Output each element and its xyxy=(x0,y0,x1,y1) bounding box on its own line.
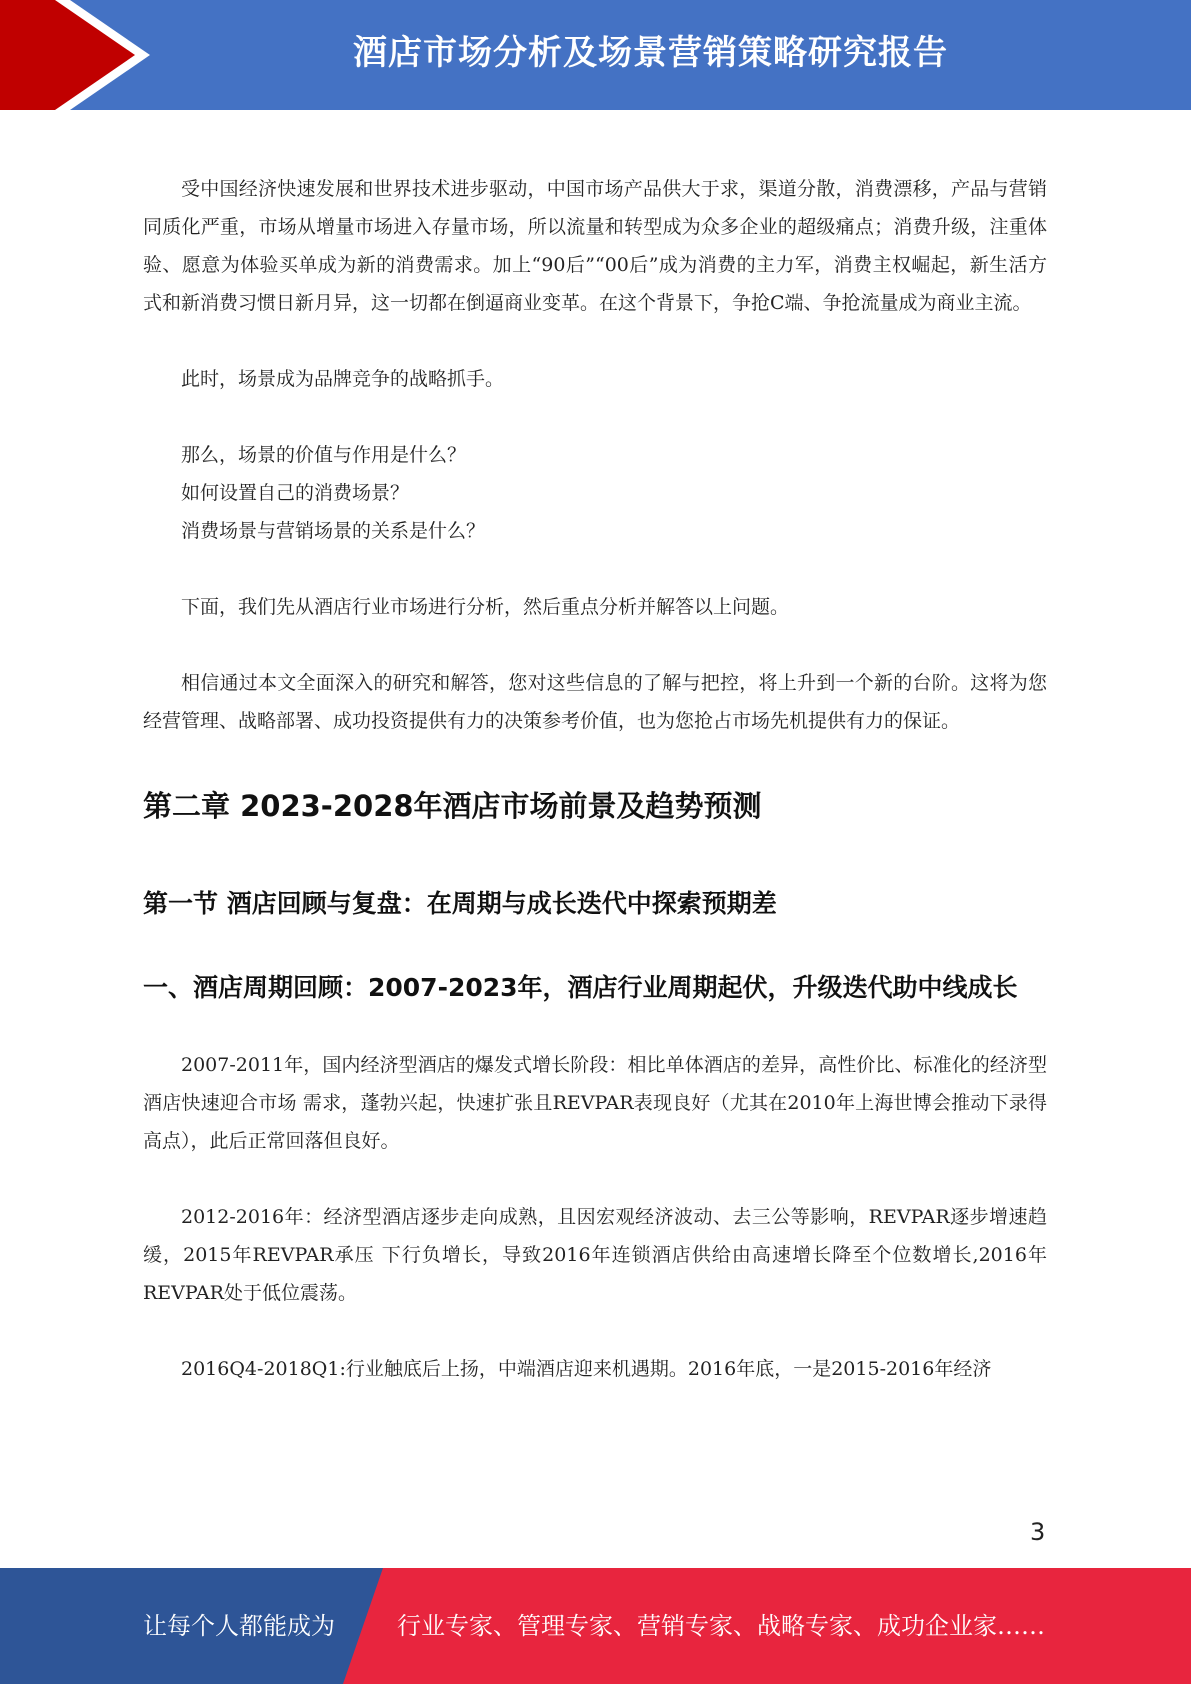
page-footer xyxy=(0,1568,1191,1684)
footer-slogan-left: 让每个人都能成为 xyxy=(143,1612,335,1640)
period-2012-2016-paragraph: 2012-2016年：经济型酒店逐步走向成熟，且因宏观经济波动、去三公等影响，REVPAR逐步增速趋缓，2015年REVPAR承压 下行负增长，导致2016年连锁酒店供给由高速增长降至个位数增长,2016年REVPAR处于低位震荡。 xyxy=(143,1206,1047,1304)
footer-slogan-right: 行业专家、管理专家、营销专家、战略专家、成功企业家…… xyxy=(397,1612,1045,1640)
scene-paragraph: 此时，场景成为品牌竞争的战略抓手。 xyxy=(181,368,505,390)
question-2: 如何设置自己的消费场景？ xyxy=(181,482,410,504)
value-paragraph: 相信通过本文全面深入的研究和解答，您对这些信息的了解与把控，将上升到一个新的台阶。这将为您经营管理、战略部署、成功投资提供有力的决策参考价值，也为您抢占市场先机提供有力的保证。 xyxy=(143,672,1047,732)
page-number: 3 xyxy=(1030,1518,1046,1546)
question-3: 消费场景与营销场景的关系是什么？ xyxy=(181,520,486,542)
intro-paragraph: 受中国经济快速发展和世界技术进步驱动，中国市场产品供大于求，渠道分散，消费漂移，产品与营销同质化严重，市场从增量市场进入存量市场，所以流量和转型成为众多企业的超级痛点；消费升级，注重体验、愿意为体验买单成为新的消费需求。加上“90后”“00后”成为消费的主力军，消费主权崛起，新生活方式和新消费习惯日新月异，这一切都在倒逼商业变革。在这个背景下，争抢C端、争抢流量成为商业主流。 xyxy=(143,178,1047,314)
document-body xyxy=(143,170,1047,1388)
question-1: 那么，场景的价值与作用是什么？ xyxy=(181,444,467,466)
analysis-paragraph: 下面，我们先从酒店行业市场进行分析，然后重点分析并解答以上问题。 xyxy=(181,596,790,618)
section-heading: 第一节 酒店回顾与复盘：在周期与成长迭代中探索预期差 xyxy=(143,889,777,918)
period-2016q4-paragraph: 2016Q4-2018Q1:行业触底后上扬，中端酒店迎来机遇期。2016年底，一是2015-2016年经济 xyxy=(181,1358,992,1380)
chapter-heading: 第二章 2023-2028年酒店市场前景及趋势预测 xyxy=(143,789,762,823)
report-title: 酒店市场分析及场景营销策略研究报告 xyxy=(353,33,948,73)
subsection-heading: 一、酒店周期回顾：2007-2023年，酒店行业周期起伏，升级迭代助中线成长 xyxy=(143,973,1018,1002)
period-2007-2011-paragraph: 2007-2011年，国内经济型酒店的爆发式增长阶段：相比单体酒店的差异，高性价比、标准化的经济型酒店快速迎合市场 需求，蓬勃兴起，快速扩张且REVPAR表现良好（尤其在2010年上海世博会推动下录得高点），此后正常回落但良好。 xyxy=(143,1054,1047,1152)
page-header xyxy=(0,0,1191,110)
